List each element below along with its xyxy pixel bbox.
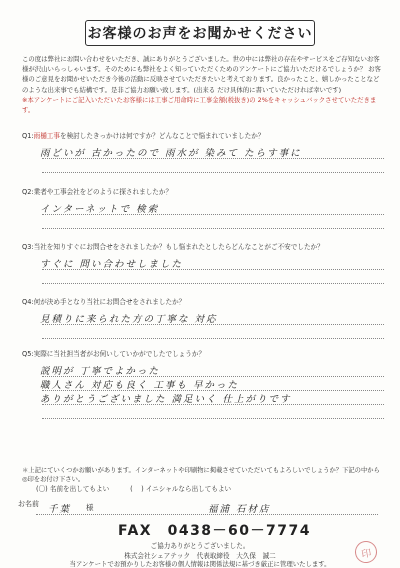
intro-text: [22, 54, 382, 115]
thanks-text: ご協力ありがとうございました。: [150, 542, 250, 550]
question-5-answer-line-1[interactable]: 説明が 丁寧でよかった: [40, 366, 161, 377]
answer-line: [42, 324, 384, 325]
answer-line: [42, 158, 384, 159]
question-2: [22, 188, 384, 215]
question-3-label: Q3:当社を知りすぐにお問合せをされましたか？もし悩まれたとしたらどんなことがご不安でしたか？: [22, 243, 324, 251]
answer-line: [42, 376, 384, 377]
answer-line: [42, 172, 384, 173]
question-2-answer[interactable]: インターネットで 検索: [40, 204, 160, 215]
question-4-label: Q4:何が決め手となり当社にお問合せをされましたか？: [22, 298, 186, 306]
answer-line: [42, 269, 384, 270]
publication-options: [36, 483, 231, 493]
question-5-answer-line-3[interactable]: ありがとうございました 満足いく 仕上がりです: [40, 394, 292, 405]
question-1-answer[interactable]: 雨どいが 古かったので 雨水が 染みて たらす事に: [40, 148, 302, 159]
answer-line: [42, 214, 384, 215]
name-row: [18, 499, 378, 517]
question-3-answer[interactable]: すぐに 問い合わせしました: [40, 259, 184, 270]
fax-number: FAX 0438－60－7774: [118, 523, 311, 539]
answer-line: [42, 338, 384, 339]
honorific: 様: [86, 503, 94, 512]
company-name-handwritten: 福浦 石材店: [208, 504, 271, 515]
question-5-answer-line-2[interactable]: 職人さん 対応も良く 工事も 早かった: [40, 380, 240, 391]
answer-line: [42, 404, 384, 405]
page-title: お客様のお声をお聞かせください: [85, 20, 315, 46]
answer-line: [42, 390, 384, 391]
question-4-answer[interactable]: 見積りに来られた方の丁寧な 対応: [40, 314, 218, 325]
privacy-notice: 当アンケートでお預かりしたお客様の個人情報は関係法規に基づき厳正に管理いたします。: [69, 560, 331, 568]
seal-stamp-icon: 印: [353, 539, 378, 564]
name-underline: [36, 514, 378, 515]
option-name-ok-label: 名前を出してもよい: [49, 485, 110, 493]
option-initials-label: イニシャルなら出してもよい: [145, 485, 232, 493]
intro-body: この度は弊社にお問い合わせをいただき、誠にありがとうございました。世の中には弊社の存在やサービスをご存知ないお客様が沢山いらっしゃいます。そのためにも弊社をよく知っていただくためのアンケートにご協力いただけるでしょうか？ お客様のご意見をお聞かせいただき今後の活動に反映させていただきたいと考えております。良かったこと、嬉しかったことなどのような出来事でも結構です。是非ご協力お願い致します。(出来る だけ具体的に書いていただければ幸いです): [22, 55, 381, 94]
question-4: [22, 298, 384, 325]
question-3: [22, 243, 384, 270]
question-5-label: Q5:実際に当社担当者がお伺いしていかがでしたでしょうか？: [22, 350, 206, 358]
answer-line: [42, 283, 384, 284]
question-1: [22, 132, 384, 159]
option-initials-checkbox[interactable]: ( ): [130, 485, 144, 493]
publication-consent-text: ＊上記にていくつかお願いがあります。インターネットや印刷物に掲載させていただいてもよろしいでしょうか？下記の中から◎印をお付け下さい。: [22, 467, 380, 483]
answer-line: [42, 418, 384, 419]
customer-name-field[interactable]: 千葉: [48, 504, 72, 515]
answer-line: [42, 228, 384, 229]
company-info: 株式会社シェアテック 代表取締役 大久保 誠二: [124, 552, 276, 560]
cashback-note: ※本アンケートにご記入いただいたお客様には工事ご用命時に工事金額(税抜き)の 2%をキャッシュバックさせていただきます。: [22, 95, 377, 115]
question-2-label: Q2:業者や工事会社をどのように探されましたか？: [22, 188, 173, 196]
question-5: [22, 350, 384, 405]
name-label: お名前: [18, 500, 39, 508]
option-name-ok-checkbox[interactable]: (〇): [36, 485, 48, 493]
question-1-label: Q1:雨樋工事を検討したきっかけは何ですか？どんなことで悩まれていましたか？: [22, 132, 265, 140]
